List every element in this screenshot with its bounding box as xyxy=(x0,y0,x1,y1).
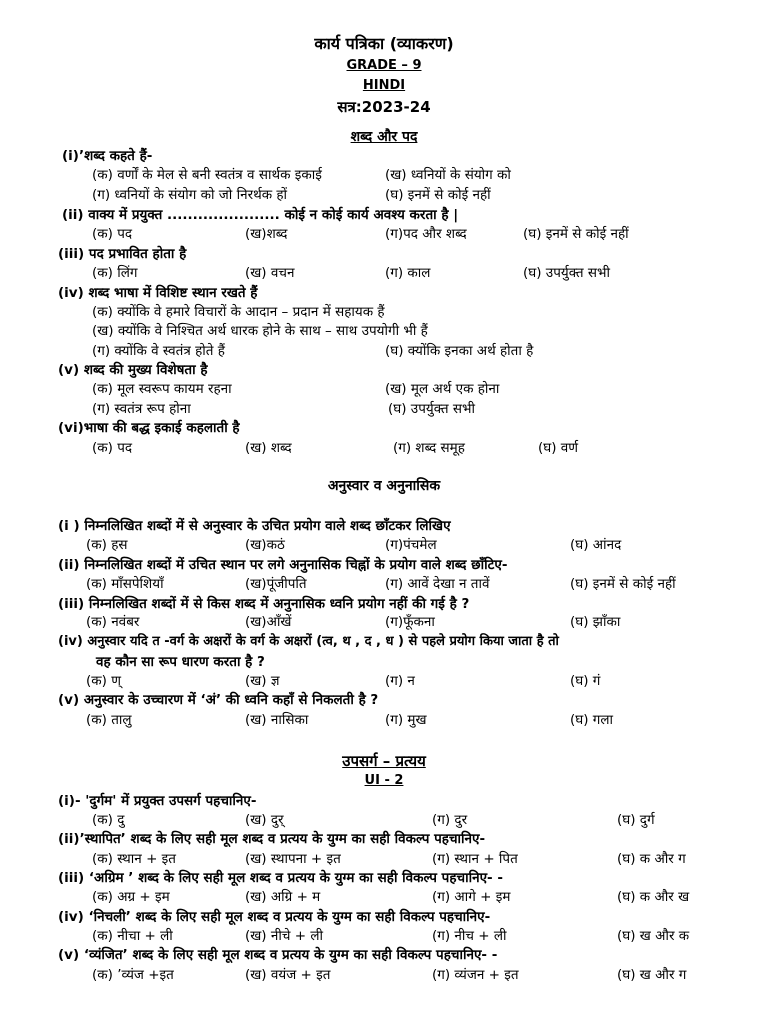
question-text: (i)’शब्द कहते हैं- xyxy=(62,148,153,164)
option-text: (घ) गं xyxy=(570,673,601,689)
option-text: (घ) ख और क xyxy=(617,928,690,944)
option-text: (घ) क और ख xyxy=(617,889,690,905)
option-text: (ग)पद और शब्द xyxy=(385,226,467,242)
option-text: (ग) न xyxy=(385,673,415,689)
option-text: (क) नीचा + ली xyxy=(92,928,173,944)
option-text: (ग) नीच + ली xyxy=(432,928,507,944)
page-title: कार्य पत्रिका (व्याकरण) xyxy=(314,34,454,53)
option-text: (ख) नासिका xyxy=(245,712,309,728)
option-text: (ख)पूंजीपति xyxy=(245,576,307,592)
option-text: (ग) व्यंजन + इत xyxy=(432,967,519,983)
option-text: (ग) शब्द समूह xyxy=(393,440,465,456)
option-text: (घ) दुर्ग xyxy=(617,812,655,828)
section-heading-shabd-pad: शब्द और पद xyxy=(350,129,418,145)
question-text: (i ) निम्नलिखित शब्दों में से अनुस्वार के उचित प्रयोग वाले शब्द छाँटकर लिखिए xyxy=(58,518,451,534)
option-text: (घ) झाँका xyxy=(570,614,621,630)
question-text: (v) ‘व्यंजित’ शब्द के लिए सही मूल शब्द व प्रत्यय के युग्म का सही विकल्प पहचानिए- - xyxy=(58,947,498,963)
question-text: (vi)भाषा की बद्ध इकाई कहलाती है xyxy=(58,420,240,436)
option-text: (घ) इनमें से कोई नहीं xyxy=(570,576,676,592)
option-text: (घ) गला xyxy=(570,712,614,728)
question-text: (iii) पद प्रभावित होता है xyxy=(58,246,187,262)
option-text: (क) ’व्यंज +इत xyxy=(92,967,174,983)
option-text: (ख) शब्द xyxy=(245,440,292,456)
option-text: (घ) इनमें से कोई नहीं xyxy=(523,226,629,242)
option-text: (ग) क्योंकि वे स्वतंत्र होते हैं xyxy=(92,343,225,359)
option-text: (घ) उपर्युक्त सभी xyxy=(523,265,611,281)
question-text: (iv) अनुस्वार यदि त -वर्ग के अक्षरों के वर्ग के अक्षरों (त्व, थ , द , ध ) से पहले प्रयोग किया जाता है तो xyxy=(58,634,559,649)
option-text: (क) वर्णों के मेल से बनी स्वतंत्र व सार्थक इकाई xyxy=(92,167,322,183)
option-text: (क) ण् xyxy=(86,673,121,689)
question-text: (v) शब्द की मुख्य विशेषता है xyxy=(58,362,208,378)
option-text: (ग) दुर xyxy=(432,812,468,828)
question-text: (ii)’स्थापित’ शब्द के लिए सही मूल शब्द व प्रत्यय के युग्म का सही विकल्प पहचानिए- xyxy=(58,831,486,847)
question-text: (iv) शब्द भाषा में विशिष्ट स्थान रखते हैं xyxy=(58,285,258,301)
option-text: (ग) काल xyxy=(385,265,431,281)
option-text: (क) क्योंकि वे हमारे विचारों के आदान – प्रदान में सहायक हैं xyxy=(92,304,385,320)
option-text: (क) मूल स्वरूप कायम रहना xyxy=(92,381,232,397)
option-text: (ख)शब्द xyxy=(245,226,288,242)
subject-label: HINDI xyxy=(362,78,406,93)
session-label: सत्र:2023-24 xyxy=(337,98,431,116)
option-text: (ग)फूँकना xyxy=(385,614,435,630)
option-text: (ग) स्वतंत्र रूप होना xyxy=(92,401,191,417)
option-text: (घ) ख और ग xyxy=(617,967,687,983)
option-text: (ग) आगे + इम xyxy=(432,889,511,905)
question-text: (iii) ‘अग्रिम ’ शब्द के लिए सही मूल शब्द व प्रत्यय के युग्म का सही विकल्प पहचानिए- - xyxy=(58,870,503,886)
unit-label: UI - 2 xyxy=(364,773,404,788)
option-text: (घ) उपर्युक्त सभी xyxy=(388,401,476,417)
option-text: (क) नवंबर xyxy=(86,614,140,630)
question-text: (ii) वाक्य में प्रयुक्त ...................... कोई न कोई कार्य अवश्य करता है | xyxy=(62,207,459,223)
question-text: (ii) निम्नलिखित शब्दों में उचित स्थान पर लगे अनुनासिक चिह्नों के प्रयोग वाले शब्द छाँटिए- xyxy=(58,557,508,573)
option-text: (क) लिंग xyxy=(92,265,138,281)
section-heading-anusvar: अनुस्वार व अनुनासिक xyxy=(327,478,441,494)
option-text: (ख) अग्रि + म xyxy=(245,889,321,905)
option-text: (क) पद xyxy=(92,226,133,242)
option-text: (घ) क और ग xyxy=(617,851,686,867)
option-text: (क) पद xyxy=(92,440,133,456)
option-text: (ग) स्थान + पित xyxy=(432,851,518,867)
option-text: (क) तालु xyxy=(86,712,132,728)
option-text: (ख) वयंज + इत xyxy=(245,967,331,983)
section-heading-upsarg: उपसर्ग – प्रत्यय xyxy=(342,752,426,770)
question-text: (i)- 'दुर्गम' में प्रयुक्त उपसर्ग पहचानिए- xyxy=(58,793,257,809)
option-text: (क) स्थान + इत xyxy=(92,851,177,867)
option-text: (ख)कठं xyxy=(245,537,285,553)
option-text: (क) माँसपेशियाँ xyxy=(86,576,164,592)
option-text: (क) अग्र + इम xyxy=(92,889,170,905)
question-text-continued: वह कौन सा रूप धारण करता है ? xyxy=(96,654,265,670)
grade-label: GRADE – 9 xyxy=(346,58,422,73)
option-text: (ख) वचन xyxy=(245,265,295,281)
question-text: (iv) ‘निचली’ शब्द के लिए सही मूल शब्द व प्रत्यय के युग्म का सही विकल्प पहचानिए- xyxy=(58,909,491,925)
option-text: (ख) क्योंकि वे निश्चित अर्थ धारक होने के साथ – साथ उपयोगी भी हैं xyxy=(92,323,428,339)
option-text: (ख) ध्वनियों के संयोग को xyxy=(385,167,511,183)
option-text: (ग) आवें देखा न तावें xyxy=(385,576,490,592)
option-text: (क) दु xyxy=(92,812,125,828)
option-text: (ख) नीचे + ली xyxy=(245,928,323,944)
option-text: (ख) ज्ञ xyxy=(245,673,280,689)
option-text: (घ) इनमें से कोई नहीं xyxy=(385,187,491,203)
option-text: (घ) क्योंकि इनका अर्थ होता है xyxy=(385,343,534,359)
option-text: (घ) आंनद xyxy=(570,537,622,553)
option-text: (ग) ध्वनियों के संयोग को जो निरर्थक हों xyxy=(92,187,288,203)
option-text: (ख) स्थापना + इत xyxy=(245,851,341,867)
option-text: (ख) मूल अर्थ एक होना xyxy=(385,381,500,397)
question-text: (iii) निम्नलिखित शब्दों में से किस शब्द में अनुनासिक ध्वनि प्रयोग नहीं की गई है ? xyxy=(58,596,470,612)
option-text: (ख)आँखें xyxy=(245,614,292,630)
option-text: (ग)पंचमेल xyxy=(385,537,437,553)
option-text: (ग) मुख xyxy=(385,712,427,728)
option-text: (ख) दुर् xyxy=(245,812,284,828)
option-text: (क) हस xyxy=(86,537,128,553)
question-text: (v) अनुस्वार के उच्चारण में ‘अं’ की ध्वनि कहाँ से निकलती है ? xyxy=(58,692,379,708)
option-text: (घ) वर्ण xyxy=(538,440,579,456)
